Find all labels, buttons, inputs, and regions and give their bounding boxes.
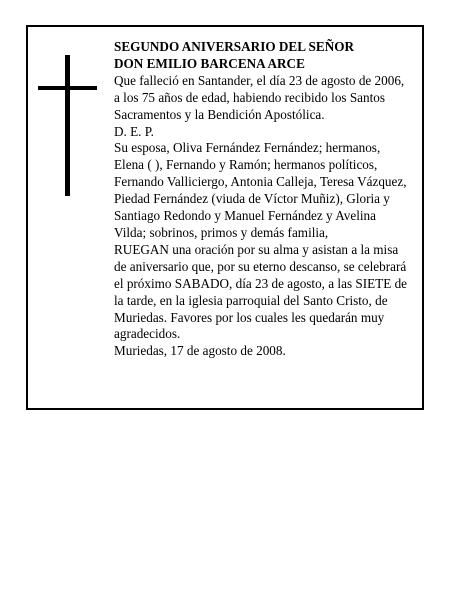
body-line: Fernando Valliciergo, Antonia Calleja, Teresa Vázquez, [114, 174, 407, 190]
cross-vertical-bar [65, 55, 70, 196]
title-line-1: SEGUNDO ANIVERSARIO DEL SEÑOR [114, 39, 354, 54]
body-line: agradecidos. [114, 326, 181, 342]
body-line: Elena ( ), Fernando y Ramón; hermanos políticos, [114, 157, 378, 173]
body-line: Su esposa, Oliva Fernández Fernández; hermanos, [114, 140, 381, 156]
body-line: el próximo SABADO, día 23 de agosto, a las SIETE de [114, 275, 408, 291]
body-line: a los 75 años de edad, habiendo recibido los Santos [114, 89, 386, 105]
body-line: Santiago Redondo y Manuel Fernández y Avelina [114, 208, 376, 224]
dep-line: D. E. P. [114, 123, 154, 139]
body-line: Sacramentos y la Bendición Apostólica. [114, 106, 325, 122]
body-line: Que falleció en Santander, el día 23 de agosto de 2006, [114, 72, 405, 88]
body-line: RUEGAN una oración por su alma y asistan a la misa [114, 241, 399, 257]
body-line: Piedad Fernández (viuda de Víctor Muñiz), Gloria y [114, 191, 390, 207]
body-line: de aniversario que, por su eterno descanso, se celebrará [114, 258, 407, 274]
body-line: Vilda; sobrinos, primos y demás familia, [114, 224, 329, 240]
body-line: Muriedas. Favores por los cuales les quedarán muy [114, 309, 385, 325]
date-line: Muriedas, 17 de agosto de 2008. [114, 343, 286, 359]
cross-horizontal-bar [38, 86, 97, 90]
body-line: la tarde, en la iglesia parroquial del Santo Cristo, de [114, 292, 388, 308]
title-line-2: DON EMILIO BARCENA ARCE [114, 55, 305, 71]
obituary-text [114, 39, 420, 360]
